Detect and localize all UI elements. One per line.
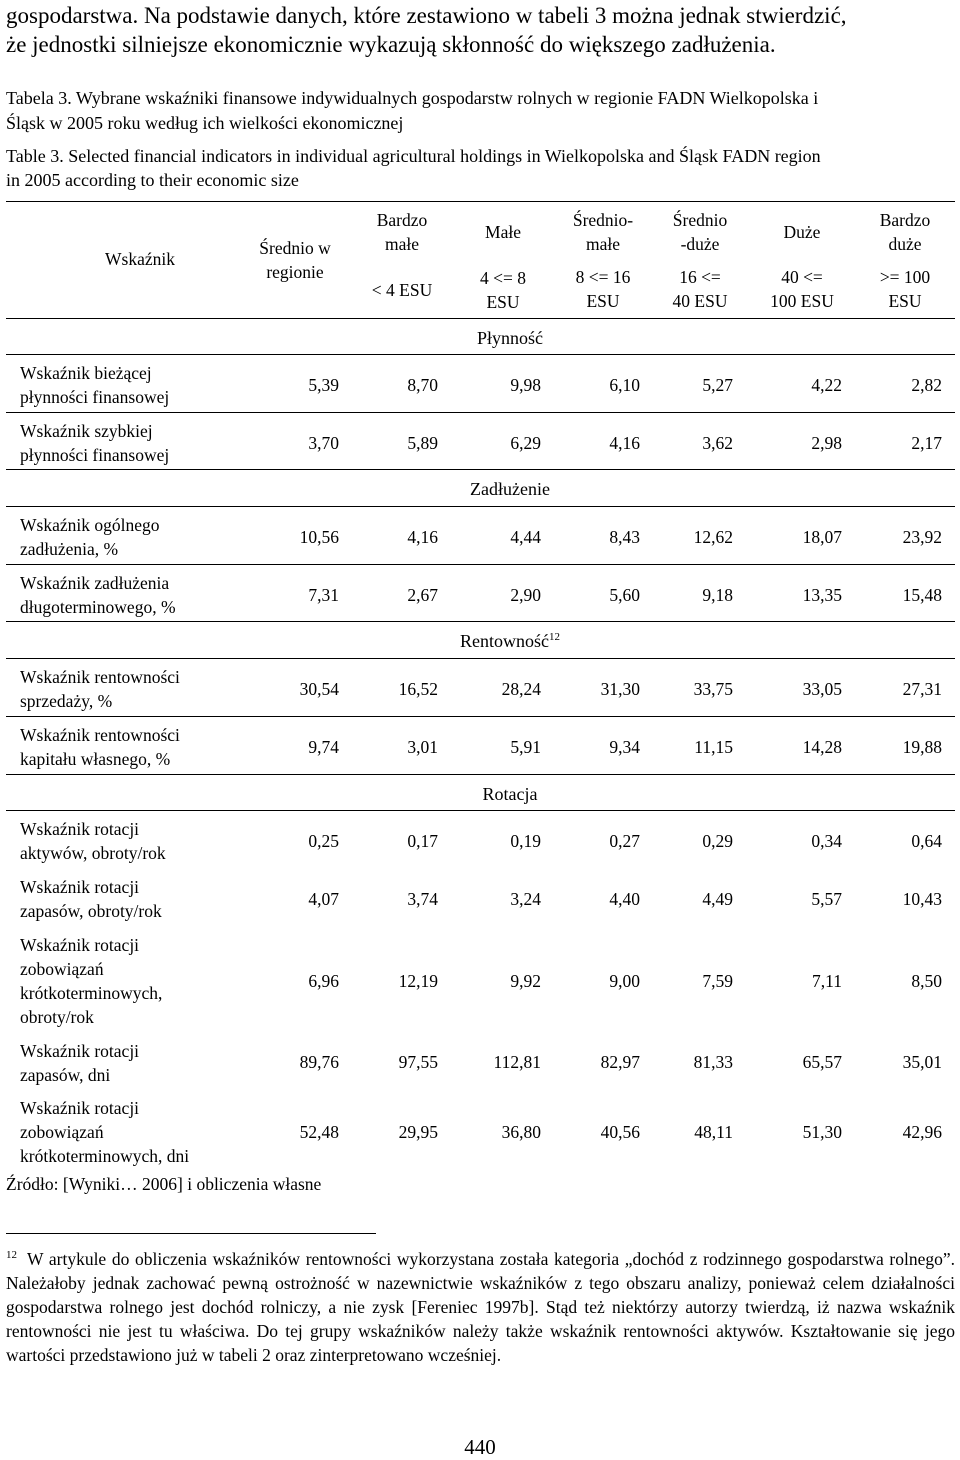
- cell-r11-c1: 29,95: [398, 1122, 438, 1142]
- cell-r1-c3: 6,10: [609, 375, 640, 395]
- header-col-3-name-1: Średnio-: [572, 210, 634, 230]
- row-label-10: [20, 1039, 250, 1087]
- cell-r1-avg: 5,39: [308, 375, 339, 395]
- caption-pl-line-2: Śląsk w 2005 roku według ich wielkości ekonomicznej: [6, 113, 404, 133]
- cell-r5-c1: 16,52: [398, 679, 438, 699]
- header-col-6-range-1: >= 100: [879, 267, 931, 287]
- row-label-7: [20, 817, 250, 865]
- header-col-1: [357, 208, 447, 302]
- row-label-2-line-2: płynności finansowej: [20, 445, 170, 465]
- cell-r9-c1: 12,19: [398, 971, 438, 991]
- header-col-4-name-2: -duże: [680, 234, 720, 254]
- footnote: [6, 1247, 955, 1367]
- row-rule-3: [6, 564, 955, 565]
- row-label-5: [20, 665, 250, 713]
- cell-r4-c2: 2,90: [510, 585, 541, 605]
- row-label-1: [20, 361, 250, 409]
- cell-r10-c2: 112,81: [493, 1052, 541, 1072]
- cell-r10-c4: 81,33: [693, 1052, 733, 1072]
- row-label-6-line-2: kapitału własnego, %: [20, 749, 171, 769]
- footnote-mark: 12: [6, 1249, 17, 1262]
- header-average-line-1: Średnio w: [259, 238, 331, 258]
- cell-r2-c6: 2,17: [911, 433, 942, 453]
- cell-r2-avg: 3,70: [308, 433, 339, 453]
- table-top-rule: [6, 201, 955, 202]
- row-label-4-line-1: Wskaźnik zadłużenia: [20, 573, 170, 593]
- cell-r1-c1: 8,70: [407, 375, 438, 395]
- footnote-ref-12: 12: [549, 631, 560, 643]
- cell-r2-c4: 3,62: [702, 433, 733, 453]
- cell-r10-c6: 35,01: [902, 1052, 942, 1072]
- cell-r9-c3: 9,00: [609, 971, 640, 991]
- row-rule-4: [6, 621, 955, 622]
- cell-r6-c1: 3,01: [407, 737, 438, 757]
- cell-r6-c4: 11,15: [694, 737, 733, 757]
- cell-r11-avg: 52,48: [299, 1122, 339, 1142]
- header-col-5: [752, 220, 852, 313]
- cell-r2-c2: 6,29: [510, 433, 541, 453]
- row-label-6-line-1: Wskaźnik rentowności: [20, 725, 180, 745]
- intro-line-2: że jednostki silniejsze ekonomicznie wykazują skłonność do większego zadłużenia.: [6, 32, 776, 57]
- row-label-1-line-2: płynności finansowej: [20, 387, 170, 407]
- cell-r8-avg: 4,07: [308, 889, 339, 909]
- cell-r6-c2: 5,91: [510, 737, 541, 757]
- cell-r5-c5: 33,05: [802, 679, 842, 699]
- cell-r11-c2: 36,80: [501, 1122, 541, 1142]
- cell-r5-avg: 30,54: [299, 679, 339, 699]
- row-label-8-line-1: Wskaźnik rotacji: [20, 877, 140, 897]
- row-label-3-line-1: Wskaźnik ogólnego: [20, 515, 160, 535]
- section-rule-turnover: [6, 810, 955, 811]
- row-label-4-line-2: długoterminowego, %: [20, 597, 176, 617]
- header-average-line-2: regionie: [266, 262, 324, 282]
- header-col-2-range-1: 4 <= 8: [480, 268, 526, 288]
- section-title-debt-text: Zadłużenie: [470, 479, 550, 499]
- cell-r7-c3: 0,27: [609, 831, 640, 851]
- section-title-liquidity: [260, 326, 760, 350]
- header-col-2-range-2: ESU: [486, 292, 520, 312]
- table-source: Źródło: [Wyniki… 2006] i obliczenia własne: [6, 1174, 322, 1194]
- header-col-4-range-2: 40 ESU: [672, 291, 728, 311]
- row-label-9-line-4: obroty/rok: [20, 1007, 94, 1027]
- cell-r1-c2: 9,98: [510, 375, 541, 395]
- cell-r5-c3: 31,30: [600, 679, 640, 699]
- header-col-4-range-1: 16 <=: [679, 267, 721, 287]
- row-label-11-line-2: zobowiązań: [20, 1122, 104, 1142]
- header-col-6: [860, 208, 950, 313]
- cell-r6-c5: 14,28: [802, 737, 842, 757]
- header-col-5-name-1: Duże: [783, 222, 821, 242]
- row-rule-1: [6, 412, 955, 413]
- cell-r5-c6: 27,31: [902, 679, 942, 699]
- cell-r6-c6: 19,88: [902, 737, 942, 757]
- section-title-liquidity-text: Płynność: [476, 328, 543, 348]
- row-label-11-line-1: Wskaźnik rotacji: [20, 1098, 140, 1118]
- caption-pl-line-1: Tabela 3. Wybrane wskaźniki finansowe indywidualnych gospodarstw rolnych w regionie FADN Wielkopolska i: [6, 88, 819, 108]
- row-label-10-line-1: Wskaźnik rotacji: [20, 1041, 140, 1061]
- row-label-8: [20, 875, 250, 923]
- cell-r6-avg: 9,74: [308, 737, 339, 757]
- row-label-11-line-3: krótkoterminowych, dni: [20, 1146, 190, 1166]
- row-label-9: [20, 933, 250, 1029]
- cell-r3-c1: 4,16: [407, 527, 438, 547]
- page-number: 440: [464, 1435, 496, 1459]
- header-bottom-rule: [6, 318, 955, 319]
- header-indicator: Wskaźnik: [105, 249, 175, 269]
- row-label-7-line-2: aktywów, obroty/rok: [20, 843, 166, 863]
- cell-r6-c3: 9,34: [609, 737, 640, 757]
- header-col-6-name-1: Bardzo: [879, 210, 931, 230]
- row-label-6: [20, 723, 250, 771]
- cell-r3-avg: 10,56: [299, 527, 339, 547]
- intro-line-1: gospodarstwa. Na podstawie danych, które zestawiono w tabeli 3 można jednak stwierdzić,: [6, 3, 847, 28]
- header-col-1-name-1: Bardzo: [376, 210, 428, 230]
- footnote-text: W artykule do obliczenia wskaźników rentowności wykorzystana została kategoria „dochód z rodzinnego gospodarstwa rolnego”. Należałoby jednak zachować pewną ostrożność w nazewnictwie wskaźników z tego obszaru analizy, ponieważ celem działalności gospodarstwa rolnego jest dochód rolniczy, a nie zysk [Fereniec 1997b]. Stąd też niektórzy autorzy twierdzą, iż nazwa wskaźnik rentowności nie jest tu właściwa. Do tej grupy wskaźników należy także wskaźnik rentowności aktywów. Kształtowanie się jego wartości przedstawiono już w tabeli 2 oraz zinterpretowano wcześniej.: [6, 1249, 955, 1365]
- cell-r8-c6: 10,43: [902, 889, 942, 909]
- header-col-1-range-1: < 4 ESU: [371, 280, 433, 300]
- cell-r7-c5: 0,34: [811, 831, 842, 851]
- header-col-6-name-2: duże: [888, 234, 922, 254]
- cell-r10-avg: 89,76: [299, 1052, 339, 1072]
- header-col-3-range-1: 8 <= 16: [575, 267, 631, 287]
- row-label-11: [20, 1096, 250, 1168]
- cell-r8-c2: 3,24: [510, 889, 541, 909]
- row-label-10-line-2: zapasów, dni: [20, 1065, 111, 1085]
- cell-r8-c3: 4,40: [609, 889, 640, 909]
- header-col-3-range-2: ESU: [586, 291, 620, 311]
- row-label-3: [20, 513, 250, 561]
- cell-r7-c4: 0,29: [702, 831, 733, 851]
- row-label-2: [20, 419, 250, 467]
- header-col-2: [458, 220, 548, 314]
- header-col-4: [655, 208, 745, 313]
- row-rule-5: [6, 716, 955, 717]
- cell-r1-c4: 5,27: [702, 375, 733, 395]
- header-average: [245, 236, 345, 284]
- cell-r4-c5: 13,35: [802, 585, 842, 605]
- header-col-5-range-2: 100 ESU: [770, 291, 834, 311]
- section-title-turnover-text: Rotacja: [482, 784, 538, 804]
- footnote-separator: [6, 1233, 376, 1234]
- header-col-4-name-1: Średnio: [672, 210, 728, 230]
- cell-r7-avg: 0,25: [308, 831, 339, 851]
- cell-r2-c3: 4,16: [609, 433, 640, 453]
- cell-r2-c5: 2,98: [811, 433, 842, 453]
- cell-r7-c2: 0,19: [510, 831, 541, 851]
- cell-r8-c4: 4,49: [702, 889, 733, 909]
- cell-r11-c3: 40,56: [600, 1122, 640, 1142]
- cell-r2-c1: 5,89: [407, 433, 438, 453]
- section-rule-debt: [6, 506, 955, 507]
- header-col-6-range-2: ESU: [888, 291, 922, 311]
- header-col-5-range-1: 40 <=: [781, 267, 823, 287]
- row-label-9-line-2: zobowiązań: [20, 959, 104, 979]
- cell-r8-c5: 5,57: [811, 889, 842, 909]
- section-title-profitability: [260, 629, 760, 653]
- cell-r9-avg: 6,96: [308, 971, 339, 991]
- header-col-1-name-2: małe: [384, 234, 419, 254]
- cell-r1-c5: 4,22: [811, 375, 842, 395]
- cell-r9-c5: 7,11: [812, 971, 842, 991]
- section-title-turnover: [260, 782, 760, 806]
- section-rule-liquidity: [6, 354, 955, 355]
- row-rule-6: [6, 774, 955, 775]
- cell-r3-c5: 18,07: [802, 527, 842, 547]
- section-title-debt: [260, 477, 760, 501]
- row-label-9-line-1: Wskaźnik rotacji: [20, 935, 140, 955]
- row-label-9-line-3: krótkoterminowych,: [20, 983, 163, 1003]
- cell-r10-c3: 82,97: [600, 1052, 640, 1072]
- cell-r10-c1: 97,55: [398, 1052, 438, 1072]
- caption-en-line-2: in 2005 according to their economic size: [6, 170, 299, 190]
- cell-r8-c1: 3,74: [407, 889, 438, 909]
- cell-r4-c6: 15,48: [902, 585, 942, 605]
- caption-en-line-1: Table 3. Selected financial indicators in individual agricultural holdings in Wielkopolska and Śląsk FADN region: [6, 146, 821, 166]
- cell-r4-c4: 9,18: [702, 585, 733, 605]
- cell-r10-c5: 65,57: [802, 1052, 842, 1072]
- cell-r11-c4: 48,11: [694, 1122, 733, 1142]
- row-label-7-line-1: Wskaźnik rotacji: [20, 819, 140, 839]
- row-label-3-line-2: zadłużenia, %: [20, 539, 119, 559]
- cell-r11-c5: 51,30: [802, 1122, 842, 1142]
- row-label-2-line-1: Wskaźnik szybkiej: [20, 421, 153, 441]
- cell-r1-c6: 2,82: [911, 375, 942, 395]
- cell-r9-c2: 9,92: [510, 971, 541, 991]
- section-title-profitability-text: Rentowność: [460, 631, 549, 651]
- cell-r4-c3: 5,60: [609, 585, 640, 605]
- cell-r3-c6: 23,92: [902, 527, 942, 547]
- row-label-8-line-2: zapasów, obroty/rok: [20, 901, 162, 921]
- cell-r7-c1: 0,17: [407, 831, 438, 851]
- cell-r7-c6: 0,64: [911, 831, 942, 851]
- section-rule-profitability: [6, 658, 955, 659]
- row-label-4: [20, 571, 250, 619]
- cell-r3-c3: 8,43: [609, 527, 640, 547]
- cell-r9-c4: 7,59: [702, 971, 733, 991]
- row-rule-2: [6, 469, 955, 470]
- cell-r3-c4: 12,62: [693, 527, 733, 547]
- row-label-1-line-1: Wskaźnik bieżącej: [20, 363, 152, 383]
- cell-r4-avg: 7,31: [308, 585, 339, 605]
- cell-r11-c6: 42,96: [902, 1122, 942, 1142]
- header-col-3: [558, 208, 648, 313]
- header-col-3-name-2: małe: [585, 234, 620, 254]
- cell-r4-c1: 2,67: [407, 585, 438, 605]
- row-label-5-line-2: sprzedaży, %: [20, 691, 113, 711]
- cell-r5-c4: 33,75: [693, 679, 733, 699]
- cell-r5-c2: 28,24: [501, 679, 541, 699]
- cell-r9-c6: 8,50: [911, 971, 942, 991]
- cell-r3-c2: 4,44: [510, 527, 541, 547]
- header-col-2-name-1: Małe: [485, 222, 521, 242]
- row-label-5-line-1: Wskaźnik rentowności: [20, 667, 180, 687]
